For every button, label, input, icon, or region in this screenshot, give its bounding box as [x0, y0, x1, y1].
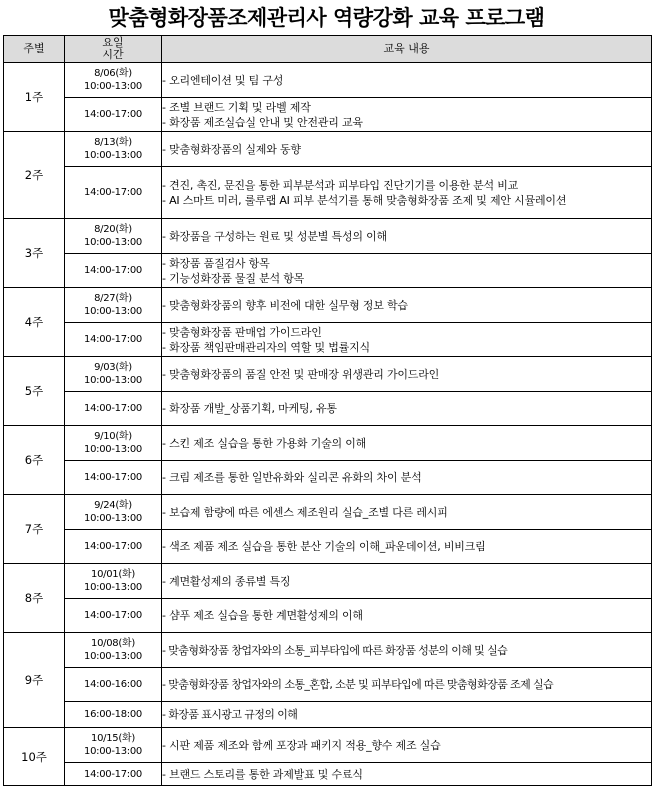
session-time-cell: [65, 633, 162, 668]
session-time-cell: [65, 530, 162, 564]
header-time-line2: 시간: [102, 48, 124, 61]
session-content-cell: [162, 495, 652, 530]
session-time-cell: [65, 357, 162, 392]
session-content-cell: [162, 530, 652, 564]
session-time-cell: [65, 668, 162, 702]
session-time-cell: [65, 167, 162, 219]
schedule-table: [3, 35, 652, 786]
table-row: [4, 763, 652, 786]
session-time: 14:00-17:00: [84, 472, 142, 483]
table-row: [4, 530, 652, 564]
session-content-cell: [162, 599, 652, 633]
session-time: 10:00-13:00: [84, 237, 142, 248]
session-time: 14:00-16:00: [84, 679, 142, 690]
content-item: - 화장품 제조실습실 안내 및 안전관리 교육: [162, 115, 363, 129]
table-row: [4, 426, 652, 461]
table-row: [4, 167, 652, 219]
session-date: 10/08(화): [91, 638, 135, 649]
week-label: 5주: [4, 357, 65, 426]
page-title: 맞춤형화장품조제관리사 역량강화 교육 프로그램: [108, 6, 545, 30]
table-row: [4, 132, 652, 167]
session-time-cell: [65, 495, 162, 530]
session-time-cell: [65, 254, 162, 288]
session-time-cell: [65, 98, 162, 132]
week-label: 6주: [4, 426, 65, 495]
session-date: 10/15(화): [91, 733, 135, 744]
session-time-cell: [65, 392, 162, 426]
content-item: - 기능성화장품 물질 분석 항목: [162, 271, 305, 285]
session-time: 10:00-13:00: [84, 651, 142, 662]
table-row: [4, 288, 652, 323]
session-content-cell: [162, 254, 652, 288]
session-content-cell: [162, 357, 652, 392]
session-content-cell: [162, 564, 652, 599]
header-row: [4, 36, 652, 63]
table-row: [4, 392, 652, 426]
session-time: 10:00-13:00: [84, 375, 142, 386]
session-time-cell: [65, 702, 162, 728]
session-content-cell: [162, 323, 652, 357]
session-time-cell: [65, 426, 162, 461]
session-content-cell: [162, 763, 652, 786]
content-item: - 오리엔테이션 및 팀 구성: [162, 73, 284, 87]
session-content-cell: [162, 167, 652, 219]
table-row: [4, 98, 652, 132]
session-time: 10:00-13:00: [84, 582, 142, 593]
table-row: [4, 564, 652, 599]
content-item: - 화장품을 구성하는 원료 및 성분별 특성의 이해: [162, 229, 387, 243]
week-label: 2주: [4, 132, 65, 219]
session-time: 14:00-17:00: [84, 768, 142, 780]
header-time: [65, 36, 162, 63]
week-label: 4주: [4, 288, 65, 357]
session-date: 8/27(화): [94, 293, 132, 304]
session-time: 14:00-17:00: [84, 334, 142, 345]
session-date: 9/03(화): [94, 362, 132, 373]
session-time: 14:00-17:00: [84, 403, 142, 414]
session-time: 14:00-17:00: [84, 610, 142, 621]
session-time-cell: [65, 219, 162, 254]
header-content: 교육 내용: [162, 36, 652, 63]
session-content-cell: [162, 392, 652, 426]
table-row: [4, 219, 652, 254]
table-row: [4, 702, 652, 728]
content-item: - 화장품 책임판매관리자의 역할 및 법률지식: [162, 340, 370, 354]
session-time: 10:00-13:00: [84, 81, 142, 92]
session-content-cell: [162, 728, 652, 763]
session-content-cell: [162, 63, 652, 98]
week-label: 7주: [4, 495, 65, 564]
session-time: 10:00-13:00: [84, 444, 142, 455]
week-label: 9주: [4, 633, 65, 728]
session-time: 10:00-13:00: [84, 306, 142, 317]
content-item: - 스킨 제조 실습을 통한 가용화 기술의 이해: [162, 436, 367, 450]
session-content-cell: [162, 668, 652, 702]
content-item: - 견진, 촉진, 문진을 통한 피부분석과 피부타입 진단기기를 이용한 분석 비교: [162, 178, 519, 192]
session-time-cell: [65, 599, 162, 633]
header-time-line1: 요일: [102, 36, 124, 49]
table-row: [4, 668, 652, 702]
content-item: - AI 스마트 미러, 룰루랩 AI 피부 분석기를 통해 맞춤형화장품 조제 및 제안 시뮬레이션: [162, 193, 567, 207]
session-time: 14:00-17:00: [84, 541, 142, 552]
session-content-cell: [162, 461, 652, 495]
session-content-cell: [162, 132, 652, 167]
session-date: 8/13(화): [94, 137, 132, 148]
content-item: - 보습제 함량에 따른 에센스 제조원리 실습_조별 다른 레시피: [162, 505, 448, 519]
session-time: 14:00-17:00: [84, 265, 142, 276]
week-label: 10주: [4, 728, 65, 786]
content-item: - 브랜드 스토리를 통한 과제발표 및 수료식: [162, 767, 363, 781]
content-item: - 시판 제품 제조와 함께 포장과 패키지 적용_향수 제조 실습: [162, 738, 441, 752]
content-item: - 샴푸 제조 실습을 통한 계면활성제의 이해: [162, 609, 363, 622]
content-item: - 색조 제품 제조 실습을 통한 분산 기술의 이해_파운데이션, 비비크림: [162, 540, 486, 553]
header-week: 주별: [4, 36, 65, 63]
table-row: [4, 599, 652, 633]
table-row: [4, 633, 652, 668]
session-date: 9/24(화): [94, 500, 132, 511]
table-row: [4, 461, 652, 495]
session-date: 10/01(화): [91, 569, 135, 580]
table-row: [4, 254, 652, 288]
session-time-cell: [65, 323, 162, 357]
schedule-body: [4, 63, 652, 786]
content-item: - 계면활성제의 종류별 특징: [162, 574, 291, 588]
session-time-cell: [65, 728, 162, 763]
content-item: - 맞춤형화장품의 향후 비전에 대한 실무형 정보 학습: [162, 298, 408, 312]
session-time-cell: [65, 132, 162, 167]
session-time-cell: [65, 63, 162, 98]
session-date: 8/06(화): [94, 68, 132, 79]
session-content-cell: [162, 702, 652, 728]
content-item: - 맞춤형화장품 창업자와의 소통_피부타입에 따른 화장품 성분의 이해 및 실습: [162, 643, 508, 657]
session-time: 10:00-13:00: [84, 513, 142, 524]
content-item: - 화장품 개발_상품기획, 마케팅, 유통: [162, 402, 337, 415]
session-time: 16:00-18:00: [84, 709, 142, 720]
week-label: 3주: [4, 219, 65, 288]
content-item: - 맞춤형화장품 창업자와의 소통_혼합, 소분 및 피부타입에 따른 맞춤형화장품 조제 실습: [162, 678, 554, 691]
table-row: [4, 357, 652, 392]
content-item: - 맞춤형화장품의 품질 안전 및 판매장 위생관리 가이드라인: [162, 367, 440, 381]
session-time-cell: [65, 564, 162, 599]
session-content-cell: [162, 219, 652, 254]
content-item: - 맞춤형화장품 판매업 가이드라인: [162, 325, 322, 339]
session-content-cell: [162, 426, 652, 461]
session-time-cell: [65, 288, 162, 323]
session-content-cell: [162, 633, 652, 668]
content-item: - 화장품 품질검사 항목: [162, 256, 270, 270]
session-time-cell: [65, 461, 162, 495]
content-item: - 화장품 표시광고 규정의 이해: [162, 708, 298, 721]
table-row: [4, 728, 652, 763]
session-time: 14:00-17:00: [84, 187, 142, 198]
table-row: [4, 495, 652, 530]
table-row: [4, 63, 652, 98]
session-date: 9/10(화): [94, 431, 132, 442]
session-date: 8/20(화): [94, 224, 132, 235]
content-item: - 조별 브랜드 기획 및 라벨 제작: [162, 100, 311, 114]
session-time: 10:00-13:00: [84, 150, 142, 161]
session-time-cell: [65, 763, 162, 786]
content-item: - 맞춤형화장품의 실제와 동향: [162, 142, 301, 156]
week-label: 8주: [4, 564, 65, 633]
session-time: 14:00-17:00: [84, 109, 142, 120]
session-content-cell: [162, 98, 652, 132]
session-time: 10:00-13:00: [84, 746, 142, 757]
content-item: - 크림 제조를 통한 일반유화와 실리콘 유화의 차이 분석: [162, 471, 422, 484]
session-content-cell: [162, 288, 652, 323]
table-row: [4, 323, 652, 357]
week-label: 1주: [4, 63, 65, 132]
